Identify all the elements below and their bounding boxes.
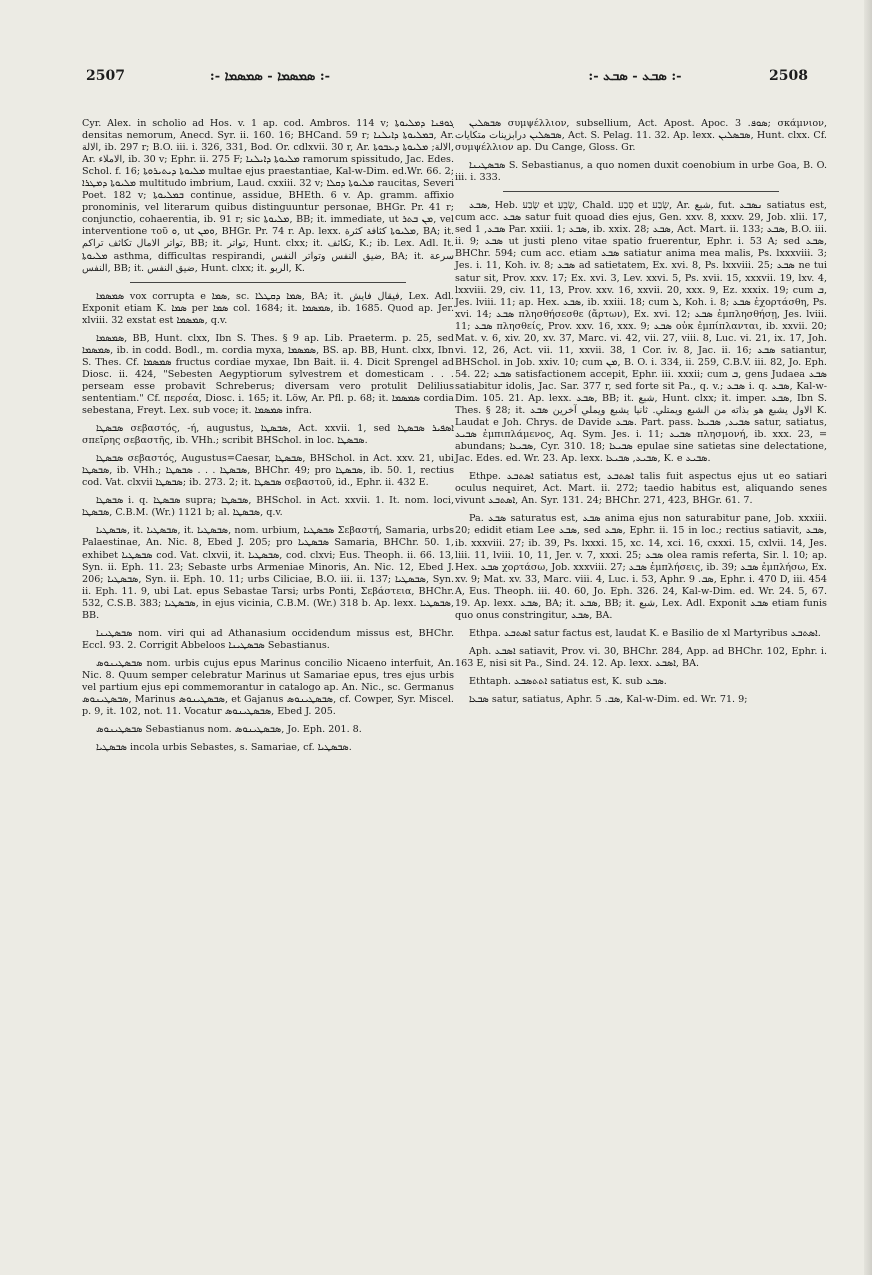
dictionary-entry: ܣܡܣܡܐ vox corrupta e ܣܡܐ, sc. ܣܡܐ ܕܩܛܠܐ, BA; it. فيقال فايش, Lex. Adl. Exponit etiam K. ܣܡܐ per ܣܡܐ col. 1684; it. ܣܡܣܡܐ, ib. 1685. Quod ap. Jer. xlviii. 32 exstat est ܣܡܣܡܐ, q.v. [82,290,455,326]
dictionary-entry: ܣܒܣܛܝܢܐ S. Sebastianus, a quo nomen duxit coenobium in urbe Goa, B. O. iii. i. 333. [455,160,827,184]
dictionary-entry: ܣܒܣܛܐ σεβαστός, Augustus=Caesar, ܣܒܣܛܐ, BHSchol. in Act. xxv. 21, ubi ܣܒܣܛܐ, ib. VHh.; ܣܒܣܛܐ . . . ܣܒܣܛܐ, BHChr. 49; pro ܣܒܣܛܐ, ib. 50. 1, rectius cod. Vat. clxvii ܣܒܣܛܐ; ib. 273. 2; it. ܣܒܣܛܐ σεβαστοῦ, id., Ephr. ii. 432 E. [82,453,454,489]
running-head-left: :- ܣܡܣܡܐ - ܣܡܣܡܐ :- [209,69,331,84]
dictionary-entry: ܣܒܣܛܝܐ, it. ܣܒܣܛܝܐ, it. ܣܒܣܛܝܐ, nom. urbium, ܣܒܣܛܝܐ Σεβαστή, Samaria, urbs Palaestinae, An. Nic. 8, Ebed J. 205; pro ܣܒܣܛܝܐ Samaria, BHChr. 50. 1, exhibet ܣܒܣܛܝܐ cod. Vat. clxvii, it. ܣܒܣܛܝܐ, cod. clxvi; Eus. Theoph. ii. 66. 13, Syn. ii. Eph. 11. 23; Sebaste urbs Armeniae Minoris, An. Nic. 12, Ebed J. 206; ܣܒܣܛܝܐ, Syn. ii. Eph. 10. 11; urbs Ciliciae, B.O. iii. ii. 137; ܣܒܣܛܝܐ, Syn. ii. Eph. 11. 9, ubi Lat. epus Sebastae Tarsi; urbs Ponti, Σεβάστεια, BHChr. 532, C.S.B. 383; ܣܒܣܛܝܐ, in ejus vicinia, C.B.M. (Wr.) 318 b. Ap. lexx. ܣܒܣܛܝܐ, BB. [82,525,455,621]
dictionary-entry: ܣܒܣܛܝܢܐ nom. viri qui ad Athanasium occidendum missus est, BHChr. Eccl. 93. 2. Corrigit Abbeloos ܣܒܣܛܝܢܐ Sebastianus. [82,627,454,651]
dictionary-entry: Ethtaph. ܐܬܬܣܒܥ satiatus est, K. sub ܣܒܥ. [469,675,667,687]
entry-text: Cyr. Alex. in scholio ad Hos. v. 1 ap. cod. Ambros. 114 v; ܓܘܦܢܐ ܕܡܠܝܘܬܐ densitas nemorum, Anecd. Syr. ii. 160. 16; BHCand. 59 r; ܒܡܠܝܘܬܐ ܕܐܝܠܢܐ, Ar. الالة, ib. 297 r; B.O. iii. i. 326, 331, Bod. Or. cdlxvii. 30 r, Ar. الالة; ܡܠܝܘܬܐ ܕܥܒܘܬܐ, Ar. الاملاء, ib. 30 v; Ephr. ii. 275 F; ܡܠܝܘܬܐ ܕܐܝܠܢܐ ramorum spissitudo, Jac. Edes. Schol. f. 16; ܡܠܝܘܬܐ ܕܝܬܝܪܘܬܐ multae ejus praestantiae, Kal-w-Dim. ed.Wr. 66. 2; ܡܠܝܘܬܐ ܕܡܛܪܐ multitudo imbrium, Laud. cxxiii. 32 v; ܡܠܝܘܬܐ ܕܩܠܐ raucitas, Severi Poet. 182 v; ܒܡܠܝܘܬܐ continue, assidue, BHEth. 6 v. Ap. gramm. affixio pronominis, vel literarum quibus distinguuntur personae, BHGr. Pr. 41 r; conjunctio, cohaerentia, ib. 91 r; sic ܡܠܝܘܬܐ, BB; it. immediate, ut ܡܢ ܒܬܪ, vel interventione τοῦ ܘ, ut ܘܡܢ, BHGr. Pr. 74 r. Ap. lexx. ܡܠܝܘܬܐ كثافة كثرة, BA; it. تواتر الامال تكاثف تراكم, BB; it. تواتر, Hunt. clxx; it. تكاثف, K.; ib. Lex. Adl. It. ܡܠܝܘܬܐ asthma, difficultas respirandi, ضيق النفس وتواتر النفس, BA; it. سرعة النفس, BB; it. ضيق النفس, Hunt. clxx; it. الربو, K. [82,118,455,274]
dictionary-entry: Pa. ܣܒܥ saturatus est, ܣܒܥ anima ejus non saturabitur pane, Job. xxxiii. 20; edidit etiam Lee ܣܒܥ, sed ܣܒܥ, Ephr. ii. 15 in loc.; rectius satiavit, ܣܒܥ, ib. xxxviii. 27; ib. 39, Ps. lxxxi. 15, xc. 14, xci. 16, cxxxi. 15, cxlvii. 14, Jes. liii. 11, lviii. 10, 11, Jer. v. 7, xxxi. 25; ܣܒܥ olea ramis referta, Sir. l. 10; ap. Hex. ܣܒܥ χορτάσω, Job. xxxviii. 27; ܣܒܥ ἐμπλήσεις, ib. 39; ܣܒܥ ἐμπλήσω, Ex. xv. 9; Mat. xv. 33, Marc. viii. 4, Luc. i. 53, Aphr. ܣܒ. 9, Ephr. i. 470 D, iii. 454 A, Eus. Theoph. iii. 40. 60, Jo. Eph. 326. 24, Kal-w-Dim. ed. Wr. 24. 5, 67. 19. Ap. lexx. ܣܒܥ, BA; it. ܣܒܥ, BB; it. شبع, Lex. Adl. Exponit ܣܒܥ etiam funis quo onus constringitur, ܣܒܥ, BA. [455,513,827,621]
page-number-left: 2507 [86,68,125,84]
page-number-right: 2508 [769,68,808,84]
divider-rule [503,191,778,192]
dictionary-entry: ܣܒܣܛܐ σεβαστός, -ή, augustus, ܣܒܣܛܐ, Act. xxvii. 1, sed ܐܣܦܝܪ ܣܒܣܛܐ σπεῖρης σεβαστῆς, ib. VHh.; scribit BHSchol. in loc. ܣܒܣܛܐ. [82,423,454,447]
page-edge-shadow [864,0,872,1275]
page-header [0,68,872,90]
dictionary-entry: ܣܒܣܛܐ i. q. ܣܒܣܛܐ supra; ܣܒܣܛܐ, BHSchol. in Act. xxvii. 1. It. nom. loci, ܣܒܣܛܐ, C.B.M. (Wr.) 1121 b; al. ܣܒܣܛܐ, q.v. [82,495,454,519]
dictionary-entry: Aph. ܐܣܒܥ satiavit, Prov. vi. 30, BHChr. 284, App. ad BHChr. 102, Ephr. i. 163 E, nisi sit Pa., Sind. 24. 12. Ap. lexx. ܐܣܒܥ, BA. [455,645,827,669]
dictionary-entry: ܣܒܥܐ satur, satiatus, Aphr. ܣܒ. 5, Kal-w-Dim. ed. Wr. 71. 9; [469,694,748,706]
dictionary-entry: ܣܒܣܛܝܢܘܣ Sebastianus nom. ܣܒܣܛܝܢܘܣ, Jo. Eph. 201. 8. [96,724,362,736]
dictionary-entry: ܣܒܣܛܝܐ incola urbis Sebastes, s. Samariae, cf. ܣܒܣܛܝܐ. [96,742,352,754]
running-head-right: :- ܣܒܥ - ܣܒܥ :- [588,69,682,84]
divider-rule [130,282,405,283]
dictionary-entry: Ethpe. ܐܣܬܒܥ satiatus est, ܐܣܬܒܥ talis fuit aspectus ejus ut eo satiari oculus nequiret, Act. Mart. ii. 272; taedio habitus est, aliquando senes vivunt ܐܣܬܒܥ, An. Syr. 131. 24; BHChr. 271, 423, BHGr. 61. 7. [455,471,827,507]
right-column [455,118,827,712]
dictionary-entry: ܣܡܣܡܐ, BB, Hunt. clxx, Ibn S. Thes. § 9 ap. Lib. Praeterm. p. 25, sed ܣܡܣܡܐ, ib. in codd. Bodl., m. cordia myxa, ܣܡܣܡܐ, BS. ap. BB, Hunt. clxx, Ibn S. Thes. Cf. ܣܡܣܡܐ fructus cordiae myxae, Ibn Bait. ii. 4. Dicit Sprengel ad Diosc. ii. 424, "Sebesten Aegyptiorum sylvestrem et domesticam . . . perseam esse probavit Schreberus; diversam vero protulit Delilius sententiam." Cf. περσέα, Diosc. i. 165; it. Löw, Ar. Pfl. p. 68; it. ܣܡܣܡܐ cordia sebestana, Freyt. Lex. sub voce; it. ܣܡܣܡܐ infra. [82,332,454,417]
dictionary-entry: ܣܒܣܠܝܢ συμψέλλιον, subsellium, Act. Apost. Apoc. ܣܘܦ. 3; σκάμνιον, ܣܒܣܠܝܢ درابزينات متكايات, Act. S. Pelag. 11. 32. Ap. lexx. ܣܒܣܠܝܢ, Hunt. clxx. Cf. συμψέλλιον ap. Du Cange, Gloss. Gr. [455,118,827,154]
left-column [82,118,454,760]
dictionary-entry: ܣܒܣܛܝܢܘܣ nom. urbis cujus epus Marinus concilio Nicaeno interfuit, An. Nic. 8. Quum semper celebratur Marinus ut Samariae epus, tres ejus urbis vel partium ejus epi commemorantur in catalogo ap. An. Nic., sc. Germanus ܣܒܣܛܝܢܘܣ, Marinus ܣܒܣܛܝܢܘܣ, et Gajanus ܣܒܣܛܝܢܘܣ, cf. Cowper, Syr. Miscel. p. 9, it. 102, not. 11. Vocatur ܣܒܣܛܝܢܘܣ, Ebed J. 205. [82,657,454,718]
dictionary-entry: Ethpa. ܐܣܬܒܥ satur factus est, laudat K. e Basilio de xl Martyribus ܐܣܬܒܥ. [469,627,821,639]
dictionary-entry: ܣܒܥ, Heb. שָׂבַע et שָׂבֵעַ, Chald. סְבַע et שְׂבַע, Ar. شبع, fut. ܢܣܒܥ satiatus est, cum acc. ܣܒܥ satur fuit quoad dies ejus, Gen. xxv. 8, xxxv. 29, Job. xlii. 17, sed ܣܒܥ, 1 Par. xxiii. 1; ܣܒܥ, ib. xxix. 28; ܣܒܥ, Act. Mart. ii. 133; ܣܒܥ, B.O. iii. ii. 9; ܣܒܥ ut justi pleno vitae spatio fruerentur, Ephr. i. 53 A; sed ܣܒܥ, BHChr. 594; cum acc. etiam ܣܒܥ satiatur anima mea malis, Ps. lxxxviii. 3; Jes. i. 11, Koh. iv. 8; ܣܒܥ ad satietatem, Ex. xvi. 8, Ps. lxxviii. 25; ܣܒܥ ne tui satur sit, Prov. xxv. 17; Ex. xvi. 3, Lev. xxvi. 5, Ps. xvii. 15, xxxvii. 19, lxv. 4, lxxviii. 29, civ. 11, 13, Prov. xxv. 16, xxvii. 20, xxx. 9, Ez. xxxix. 19; cum ܒ, Jes. lviii. 11; ap. Hex. ܣܒܥ, ib. xxiii. 18; cum ܠ, Koh. i. 8; ܣܒܥ ἐχορτάσθη, Ps. xvi. 14; ܣܒܥ πλησθήσεσθε (ἄρτων), Ex. xvi. 12; ܣܒܥ ἐμπλησθήσῃ, Jes. lviii. 11; ܣܒܥ πλησθείς, Prov. xxv. 16, xxx. 9; ܣܒܥ οὐκ ἐμπίπλανται, ib. xxvii. 20; Mat. v. 6, xiv. 20, xv. 37, Marc. vi. 42, vii. 27, viii. 8, Luc. vi. 21, ix. 17, Joh. vi. 12, 26, Act. vii. 11, xxvii. 38, 1 Cor. iv. 8, Jac. ii. 16; ܣܒܥ satiantur, BHSchol. in Job. xxiv. 10; cum ܡܢ, B. O. i. 334, ii. 259, C.B.V. iii. 82, Jo. Eph. 54. 22; ܣܒܥ satisfactionem accepit, Ephr. iii. xxxii; cum ܒ, gens Judaea ܣܒܥ satiabitur idolis, Jac. Sar. 377 r, sed forte sit Pa., q. v.; ܣܒܥ i. q. ܣܒܥ, Kal-w-Dim. 105. 21. Ap. lexx. ܣܒܥ, BB; it. شبع, Hunt. clxx; it. imper. ܣܒܥ, Ibn S. Thes. § 28; it. الاول يشبع هو بذاته من الشبع ويمتلي. ثانيا يشبع ويملي آخرين ܣܒܥ K. Laudat e Joh. Chrys. de Davide ܣܒܥ. Part. pass. ܣܒܝܥ, ܣܒܝܥܐ satur, satiatus, ܣܒܝܥ ἐμπιπλάμενος, Aq. Sym. Jes. i. 11; ܣܒܝܥ πλησμονή, ib. xxx. 23, = abundans; ܣܒܝܥܐ, Cyr. 310. 18; ܣܒܝܥܐ epulae sine satietas sine delectatione, Jac. Edes. ed. Wr. 23. Ap. lexx. ܣܒܝܥ, ܣܒܝܥܐ, K. e ܣܒܝܥ. [455,200,828,465]
